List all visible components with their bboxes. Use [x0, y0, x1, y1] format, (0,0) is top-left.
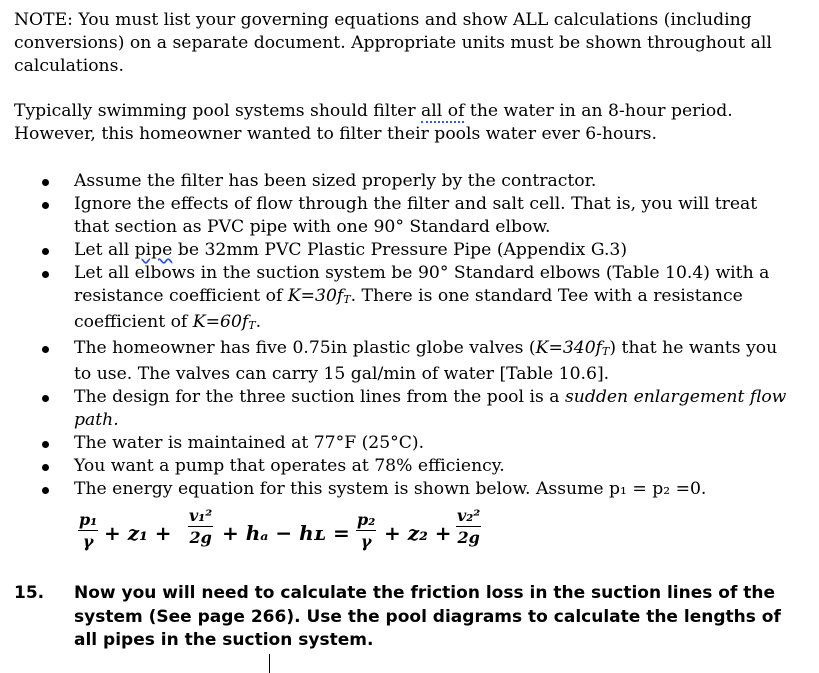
bullet-text: You want a pump that operates at 78% efficiency. [74, 456, 505, 476]
list-item [0, 432, 790, 455]
grammar-flag-all-of[interactable]: all of [421, 101, 465, 121]
spellcheck-flag-pipe[interactable]: pipe [134, 240, 173, 260]
intro-text-start: Typically swimming pool systems should filter [14, 101, 422, 121]
bullet-text: Assume the filter has been sized properly by the contractor. [74, 171, 597, 191]
bullet-icon [42, 271, 49, 278]
note-paragraph: NOTE: You must list your governing equations and show ALL calculations (including conversions) on a separate document. Appropriate units must be shown throughout all calculations. [14, 10, 772, 76]
bullet-text: The design for the three suction lines from the pool is a [74, 387, 565, 407]
list-item [0, 386, 790, 432]
question-text: Now you will need to calculate the friction loss in the suction lines of the system (See page 266). Use the pool diagrams to calculate the lengths of all pipes in the suction system. [74, 583, 781, 650]
bullet-text: The energy equation for this system is shown below. Assume p₁ = p₂ =0. [74, 479, 707, 499]
bullet-text-end: be 32mm PVC Plastic Pressure Pipe (Appendix G.3) [172, 240, 628, 260]
bullet-text-start: Let all [74, 240, 135, 260]
list-item [0, 478, 790, 501]
bullet-icon [42, 441, 49, 448]
head-terms: + hₐ − hʟ = [222, 521, 350, 545]
list-item [0, 193, 790, 239]
bullet-icon [42, 179, 49, 186]
bullet-text: The homeowner has five 0.75in plastic globe valves ( [74, 338, 536, 358]
list-item [0, 262, 790, 337]
valve-k-subscript: T [602, 345, 610, 358]
elbow-k-subscript: T [343, 293, 351, 306]
tee-k-subscript: T [248, 319, 256, 332]
bullet-text: The water is maintained at 77°F (25°C). [74, 433, 425, 453]
bullet-text: ) that he wants you to use. The valves can carry 15 gal/min of water [Table 10.6]. [74, 338, 778, 384]
intro-paragraph [14, 100, 804, 146]
bullet-text: Let all elbows in the suction system be 90° Standard elbows (Table 10.4) with a resistance coefficient of [74, 263, 770, 306]
list-item [0, 170, 790, 193]
list-item [0, 455, 790, 478]
bullet-icon [42, 248, 49, 255]
bullet-text: . There is one standard Tee with a resistance coefficient of [74, 286, 743, 332]
p1-over-gamma: p₁ γ [79, 510, 98, 551]
bullet-icon [42, 487, 49, 494]
z2-term: + z₂ + [384, 521, 452, 545]
intro-text-end: the water in an 8-hour period. However, this homeowner wanted to filter their pools water ever 6-hours. [14, 101, 733, 144]
energy-equation [72, 508, 532, 560]
bullet-icon [42, 395, 49, 402]
bullet-icon [42, 346, 49, 353]
v1-over-2g: v₁² 2g [189, 506, 213, 547]
elbow-k-value: K=30f [287, 286, 344, 306]
assumptions-list [0, 170, 819, 501]
text-cursor[interactable] [269, 654, 270, 673]
bullet-icon [42, 202, 49, 209]
bullet-icon [42, 464, 49, 471]
p2-over-gamma: p₂ γ [357, 510, 376, 551]
tee-k-value: K=60f [192, 312, 249, 332]
bullet-text: Ignore the effects of flow through the filter and salt cell. That is, you will treat that section as PVC pipe with one 90° Standard elbow. [74, 194, 758, 237]
bullet-text: . [255, 312, 262, 332]
v2-over-2g: v₂² 2g [457, 506, 481, 547]
question-number: 15. [14, 583, 45, 603]
valve-k-value: K=340f [535, 338, 603, 358]
list-item [0, 337, 790, 386]
z1-term: + z₁ + [104, 521, 172, 545]
flow-path-term: sudden enlargement flow path. [74, 387, 787, 430]
list-item [0, 239, 790, 262]
